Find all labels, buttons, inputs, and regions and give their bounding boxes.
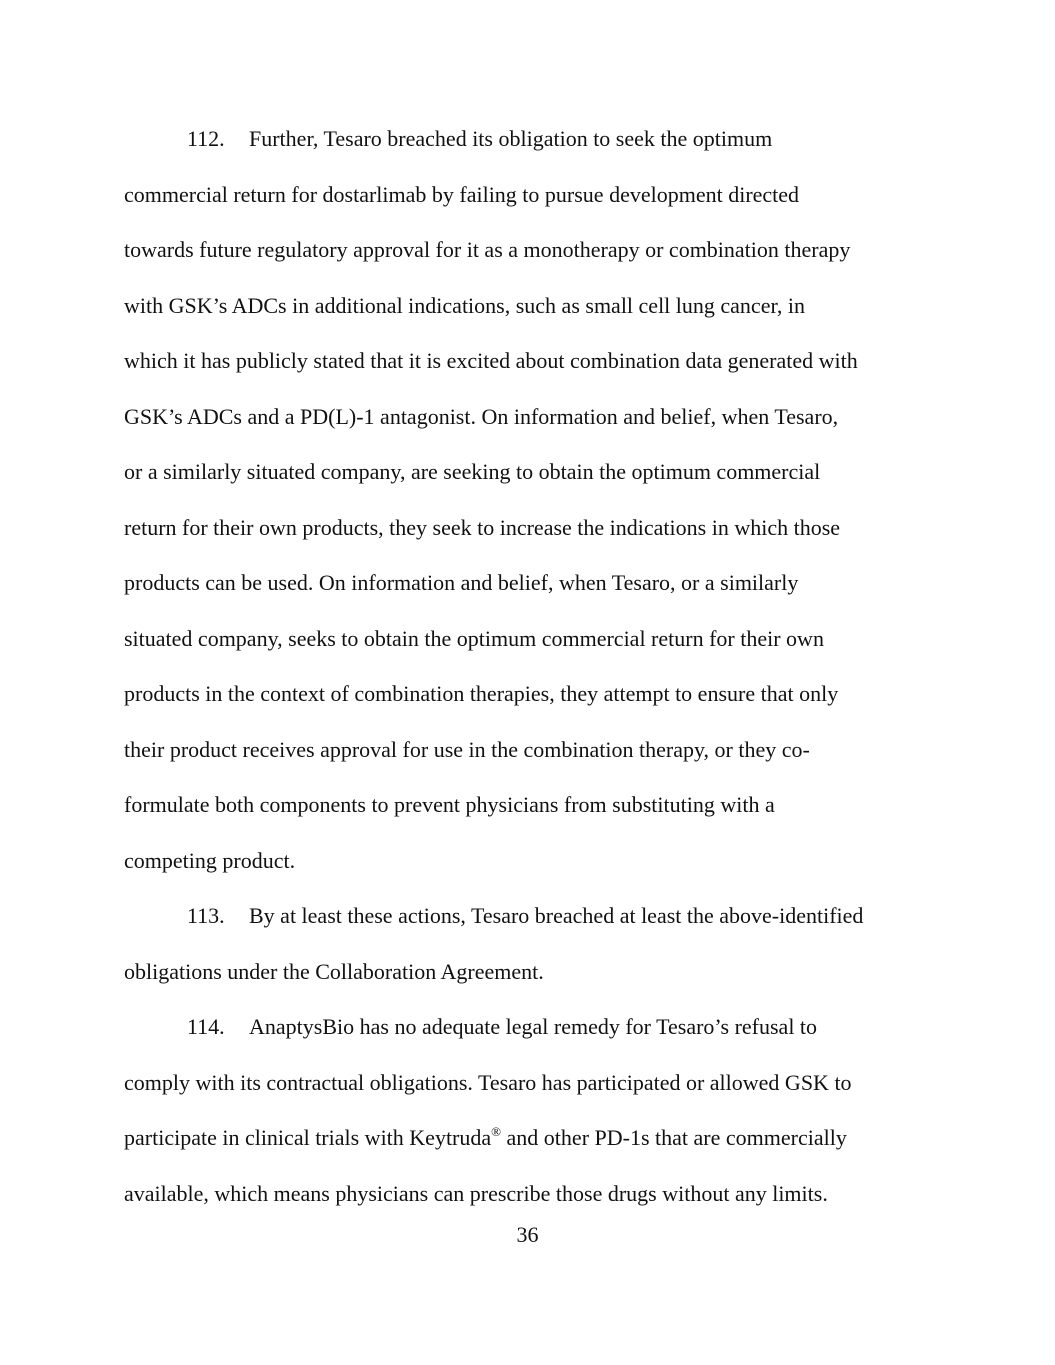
paragraph-112-line-5: which it has publicly stated that it is excited about combination data generated with xyxy=(124,348,858,373)
paragraph-112-line-14: competing product. xyxy=(124,848,296,873)
page-number: 36 xyxy=(516,1222,539,1247)
paragraph-number-113: 113. xyxy=(187,903,225,928)
paragraph-112-line-10: situated company, seeks to obtain the optimum commercial return for their own xyxy=(124,626,824,651)
paragraph-112-line-6: GSK’s ADCs and a PD(L)-1 antagonist. On information and belief, when Tesaro, xyxy=(124,404,839,429)
paragraph-112-line-3: towards future regulatory approval for it as a monotherapy or combination therapy xyxy=(124,237,851,262)
paragraph-number-114: 114. xyxy=(187,1014,225,1039)
paragraph-112-line-12: their product receives approval for use in the combination therapy, or they co- xyxy=(124,737,810,762)
paragraph-114-line-3: participate in clinical trials with Keytruda® and other PD-1s that are commercially xyxy=(124,1123,847,1150)
paragraph-112-line-13: formulate both components to prevent physicians from substituting with a xyxy=(124,792,775,817)
paragraph-112-line-9: products can be used. On information and belief, when Tesaro, or a similarly xyxy=(124,570,799,595)
paragraph-114-line-2: comply with its contractual obligations. Tesaro has participated or allowed GSK to xyxy=(124,1070,852,1095)
paragraph-112-line-8: return for their own products, they seek to increase the indications in which those xyxy=(124,515,841,540)
paragraph-113-line-2: obligations under the Collaboration Agreement. xyxy=(124,959,544,984)
registered-trademark-symbol: ® xyxy=(491,1123,502,1139)
paragraph-114-line-4: available, which means physicians can prescribe those drugs without any limits. xyxy=(124,1181,828,1206)
paragraph-112-line-4: with GSK’s ADCs in additional indications, such as small cell lung cancer, in xyxy=(124,293,806,318)
paragraph-113-line-1: 113. By at least these actions, Tesaro breached at least the above-identified xyxy=(187,903,864,928)
paragraph-number-112: 112. xyxy=(187,126,225,151)
paragraph-112-line-2: commercial return for dostarlimab by failing to pursue development directed xyxy=(124,182,800,207)
paragraph-114-line-1: 114. AnaptysBio has no adequate legal remedy for Tesaro’s refusal to xyxy=(187,1014,818,1039)
paragraph-112-line-7: or a similarly situated company, are seeking to obtain the optimum commercial xyxy=(124,459,821,484)
paragraph-112-line-1: 112. Further, Tesaro breached its obligation to seek the optimum xyxy=(187,126,773,151)
paragraph-112-line-11: products in the context of combination therapies, they attempt to ensure that only xyxy=(124,681,839,706)
